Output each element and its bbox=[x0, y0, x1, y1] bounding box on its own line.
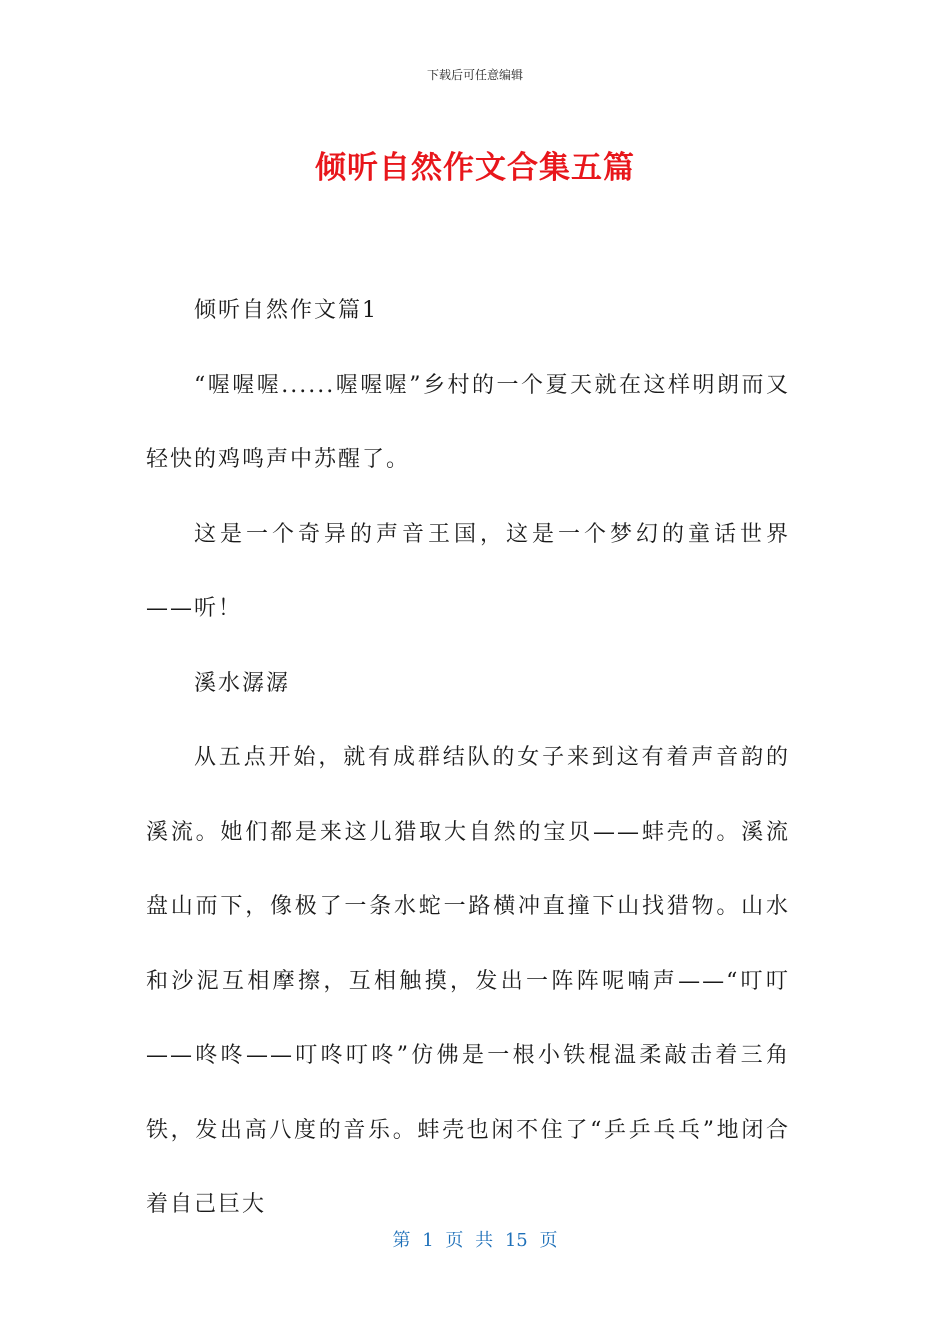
subheading: 溪水潺潺 bbox=[194, 670, 291, 696]
paragraph: 从五点开始，就有成群结队的女子来到这有着声音韵的溪流。她们都是来这儿猎取大自然的宝贝——蚌壳的。溪流盘山而下，像极了一条水蛇一路横冲直撞下山找猎物。山水和沙泥互相摩擦，互相触摸，发出一阵阵呢喃声——“叮叮——咚咚——叮咚叮咚”仿佛是一根小铁棍温柔敲击着三角铁，发出高八度的音乐。蚌壳也闲不住了“乒乒乓乓”地闭合着自己巨大 bbox=[146, 745, 790, 1217]
section-heading: 倾听自然作文篇1 bbox=[194, 298, 378, 323]
header-note: 下载后可任意编辑 bbox=[426, 68, 523, 82]
document-body bbox=[146, 274, 790, 1243]
paragraph: “喔喔喔......喔喔喔”乡村的一个夏天就在这样明朗而又轻快的鸡鸣声中苏醒了。 bbox=[146, 372, 790, 472]
paragraph: 这是一个奇异的声音王国，这是一个梦幻的童话世界——听！ bbox=[146, 521, 790, 621]
document-title: 倾听自然作文合集五篇 bbox=[315, 150, 635, 186]
page-number: 第 1 页 共 15 页 bbox=[392, 1230, 558, 1251]
